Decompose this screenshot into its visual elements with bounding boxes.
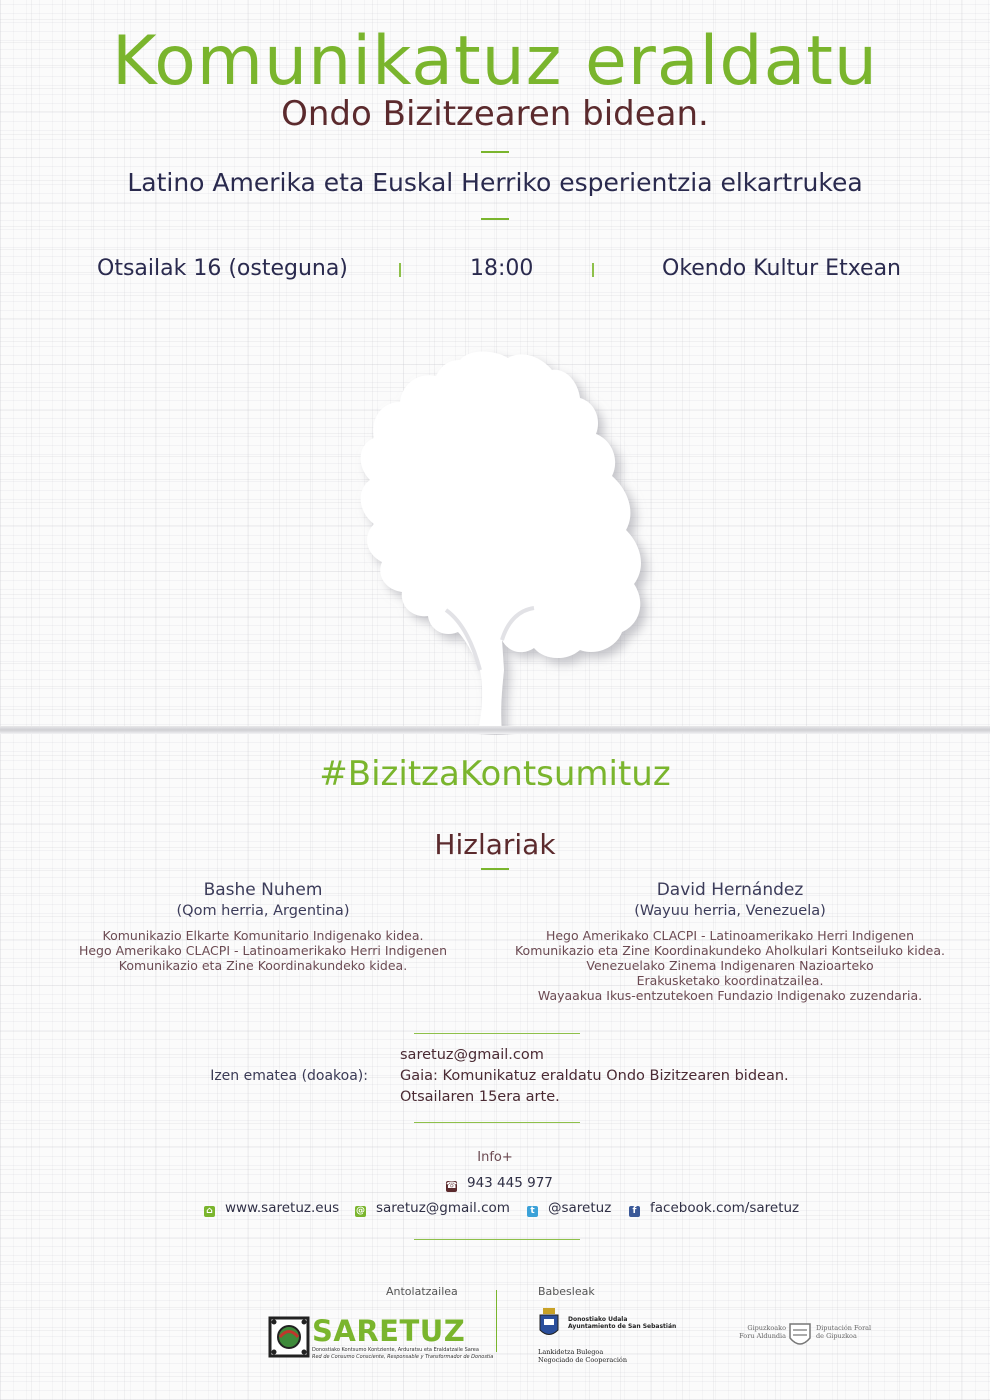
saretuz-logo[interactable]	[268, 1314, 494, 1362]
donostia-logo[interactable]	[538, 1308, 678, 1368]
speaker-description-line: Hego Amerikako CLACPI - Latinoamerikako Herri Indigenen	[545, 928, 915, 943]
speaker-description-line: Venezuelako Zinema Indigenaren Nazioarteko	[586, 958, 874, 973]
speaker-description-line: Komunikazio eta Zine Koordinakundeko Aholkulari Kontseiluko kidea.	[514, 943, 945, 958]
phone[interactable]	[446, 1175, 553, 1192]
tagline: Latino Amerika eta Euskal Herriko esperientzia elkartrukea	[127, 168, 863, 197]
twitter-text: @saretuz	[548, 1200, 612, 1216]
gipuzkoa-right-line: Diputación Foral	[816, 1324, 872, 1332]
website-text: www.saretuz.eus	[225, 1200, 340, 1216]
divider	[414, 1122, 580, 1123]
speaker-origin: (Qom herria, Argentina)	[176, 903, 350, 919]
saretuz-tagline-eu: Donostiako Kontsumo Kontziente, Arduratsu eta Eraldatzaile Sarea	[312, 1347, 479, 1353]
speaker-name: David Hernández	[656, 880, 804, 900]
divider	[481, 151, 509, 153]
phone-icon: ☎	[446, 1181, 458, 1191]
donostia-office-eu: Lankidetza Bulegoa	[538, 1348, 604, 1356]
home-icon: ⌂	[204, 1206, 215, 1217]
registration-deadline: Otsailaren 15era arte.	[400, 1089, 560, 1105]
facebook-text: facebook.com/saretuz	[650, 1200, 800, 1216]
divider	[481, 868, 509, 870]
info-label: Info+	[477, 1150, 513, 1165]
saretuz-emblem-icon	[268, 1316, 310, 1358]
phone-number: 943 445 977	[467, 1175, 553, 1191]
saretuz-tagline-es: Red de Consumo Consciente, Responsable y Transformador de Donostia	[312, 1354, 494, 1360]
gipuzkoa-left-line: Foru Aldundia	[739, 1332, 786, 1340]
donostia-name-eu: Donostiako Udala	[568, 1316, 628, 1323]
twitter-link[interactable]	[527, 1200, 611, 1217]
at-icon: @	[356, 1206, 365, 1216]
speaker-description-line: Erakusketako koordinatzailea.	[636, 973, 824, 988]
divider	[414, 1239, 580, 1240]
gipuzkoa-name-eu	[739, 1324, 786, 1340]
event-date: Otsailak 16 (osteguna)	[97, 256, 348, 281]
divider	[481, 218, 509, 220]
registration-subject: Gaia: Komunikatuz eraldatu Ondo Bizitzearen bidean.	[400, 1068, 789, 1084]
registration-email[interactable]: saretuz@gmail.com	[400, 1047, 544, 1063]
gipuzkoa-name-es	[816, 1324, 871, 1340]
speaker-card	[60, 880, 466, 973]
speaker-card	[505, 880, 955, 1003]
speaker-description-line: Hego Amerikako CLACPI - Latinoamerikako Herri Indigenen	[78, 943, 448, 958]
tree-illustration	[290, 340, 710, 735]
speaker-description-line: Komunikazio eta Zine Koordinakundeko kidea.	[118, 958, 408, 973]
separator	[399, 263, 401, 277]
speaker-origin: (Wayuu herria, Venezuela)	[634, 903, 826, 919]
saretuz-wordmark: SARETUZ	[312, 1314, 466, 1348]
page-title: Komunikatuz eraldatu	[111, 22, 878, 101]
facebook-icon: f	[629, 1206, 640, 1217]
facebook-link[interactable]	[629, 1200, 799, 1217]
organizer-label: Antolatzailea	[386, 1285, 458, 1298]
speakers-heading: Hizlariak	[434, 828, 556, 861]
divider	[414, 1033, 580, 1034]
page-subtitle: Ondo Bizitzearen bidean.	[281, 94, 709, 134]
speaker-description-line: Wayaakua Ikus-entzutekoen Fundazio Indigenako zuzendaria.	[537, 988, 923, 1003]
donostia-office-es: Negociado de Cooperación	[538, 1356, 628, 1364]
donostia-shield-icon	[538, 1308, 560, 1340]
donostia-name-es: Ayuntamiento de San Sebastián	[568, 1323, 677, 1330]
event-place: Okendo Kultur Etxean	[662, 256, 901, 281]
registration-label: Izen ematea (doakoa):	[210, 1068, 368, 1084]
gipuzkoa-logo[interactable]	[740, 1322, 870, 1356]
twitter-icon: t	[527, 1206, 538, 1217]
gipuzkoa-right-line: de Gipuzkoa	[816, 1332, 857, 1340]
sponsors-label: Babesleak	[538, 1285, 595, 1298]
speaker-name: Bashe Nuhem	[203, 880, 323, 900]
event-time: 18:00	[470, 256, 534, 281]
hashtag: #BizitzaKontsumituz	[319, 754, 671, 794]
footer-divider	[496, 1290, 497, 1352]
separator	[592, 263, 594, 277]
website-link[interactable]	[204, 1200, 339, 1217]
gipuzkoa-left-line: Gipuzkoako	[747, 1324, 786, 1332]
speaker-description-line: Komunikazio Elkarte Komunitario Indigenako kidea.	[102, 928, 424, 943]
ground-line	[0, 726, 990, 734]
email-text: saretuz@gmail.com	[376, 1200, 510, 1216]
email-link[interactable]	[355, 1200, 510, 1217]
gipuzkoa-shield-icon	[788, 1322, 812, 1350]
